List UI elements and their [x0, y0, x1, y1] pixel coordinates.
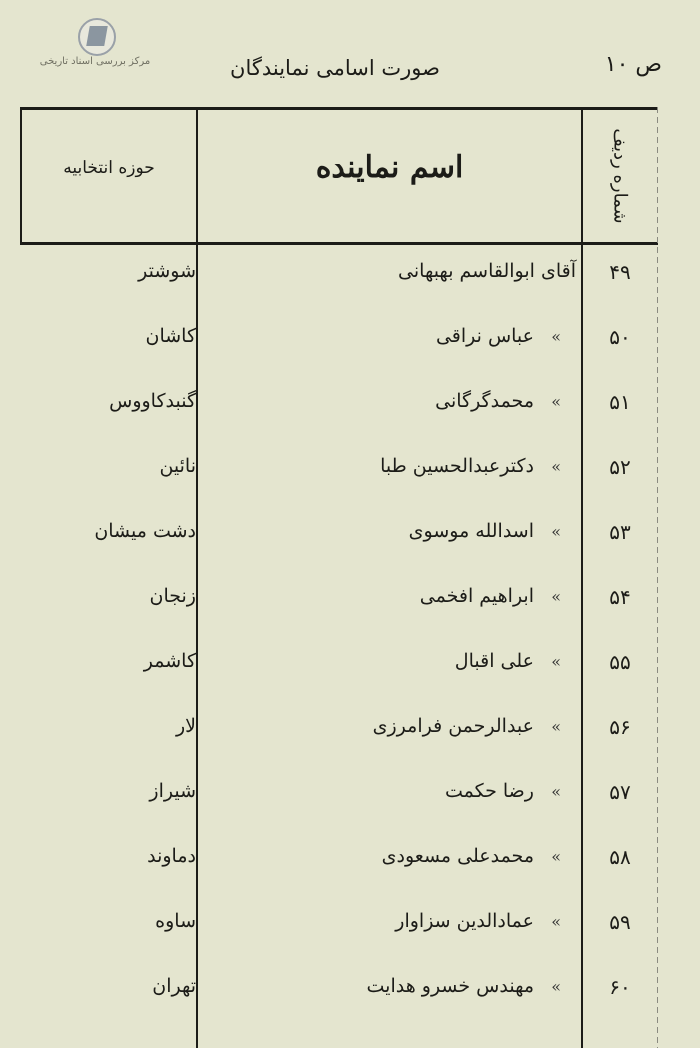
row-number: ۵۳	[609, 520, 631, 544]
watermark-text: مرکز بررسی اسناد تاریخی	[39, 56, 151, 67]
row-number: ۵۱	[609, 390, 631, 414]
electoral-district: زنجان	[149, 585, 196, 607]
table-top-rule	[20, 107, 658, 110]
representative-name: محمدگرگانی	[435, 390, 534, 412]
ditto-mark: «	[551, 912, 561, 931]
table-row	[20, 579, 658, 619]
ditto-mark: «	[551, 392, 561, 411]
representative-name: ابراهیم افخمی	[419, 585, 534, 607]
row-number: ۵۹	[609, 910, 631, 934]
page-title: صورت اسامی نمایندگان	[230, 56, 440, 80]
representative-name: عبدالرحمن فرامرزی	[372, 715, 534, 737]
page-number: ص ۱۰	[604, 52, 662, 77]
table-row	[20, 449, 658, 489]
representative-name: مهندس خسرو هدایت	[366, 975, 534, 997]
electoral-district: نائین	[159, 455, 196, 477]
row-number: ۵۷	[609, 780, 631, 804]
archive-logo	[30, 18, 160, 78]
table-row	[20, 319, 658, 359]
table-row	[20, 514, 658, 554]
electoral-district: لار	[175, 715, 196, 737]
table-row	[20, 709, 658, 749]
electoral-district: کاشمر	[143, 650, 196, 672]
table-row	[20, 969, 658, 1009]
electoral-district: تهران	[152, 975, 196, 997]
row-number: ۵۰	[609, 325, 631, 349]
table-row	[20, 839, 658, 879]
table-row	[20, 254, 658, 294]
representative-name: محمدعلی مسعودی	[381, 845, 534, 867]
electoral-district: دماوند	[147, 845, 196, 867]
archive-emblem-icon	[78, 18, 116, 56]
header-bottom-rule	[20, 242, 658, 245]
electoral-district: ساوه	[155, 910, 196, 932]
representative-name: آقای ابوالقاسم بهبهانی	[398, 260, 576, 282]
electoral-district: کاشان	[145, 325, 196, 347]
column-header-row-number-text: شماره ردیف	[609, 128, 631, 224]
representative-name: عباس نراقی	[435, 325, 534, 347]
ditto-mark: «	[551, 977, 561, 996]
electoral-district: دشت میشان	[94, 520, 196, 542]
column-header-row-number	[583, 110, 657, 242]
ditto-mark: «	[551, 847, 561, 866]
ditto-mark: «	[551, 522, 561, 541]
row-number: ۵۴	[609, 585, 631, 609]
representative-name: علی اقبال	[454, 650, 534, 672]
row-number: ۴۹	[609, 260, 631, 284]
ditto-mark: «	[551, 782, 561, 801]
table-row	[20, 384, 658, 424]
representative-name: دکترعبدالحسین طبا	[380, 455, 534, 477]
row-number: ۶۰	[609, 975, 631, 999]
representative-name: اسدالله موسوی	[408, 520, 534, 542]
electoral-district: گنبدکاووس	[109, 390, 196, 412]
electoral-district: شوشتر	[138, 260, 196, 282]
column-header-district: حوزه انتخابیه	[63, 158, 155, 178]
electoral-district: شیراز	[149, 780, 196, 802]
ditto-mark: «	[551, 717, 561, 736]
table-row	[20, 904, 658, 944]
row-number: ۵۶	[609, 715, 631, 739]
row-number: ۵۵	[609, 650, 631, 674]
table-row	[20, 774, 658, 814]
ditto-mark: «	[551, 587, 561, 606]
ditto-mark: «	[551, 652, 561, 671]
row-number: ۵۸	[609, 845, 631, 869]
column-header-name: اسم نماینده	[315, 150, 464, 185]
ditto-mark: «	[551, 457, 561, 476]
representative-name: رضا حکمت	[444, 780, 534, 802]
representative-name: عمادالدین سزاوار	[395, 910, 534, 932]
row-number: ۵۲	[609, 455, 631, 479]
table-row	[20, 644, 658, 684]
ditto-mark: «	[551, 327, 561, 346]
